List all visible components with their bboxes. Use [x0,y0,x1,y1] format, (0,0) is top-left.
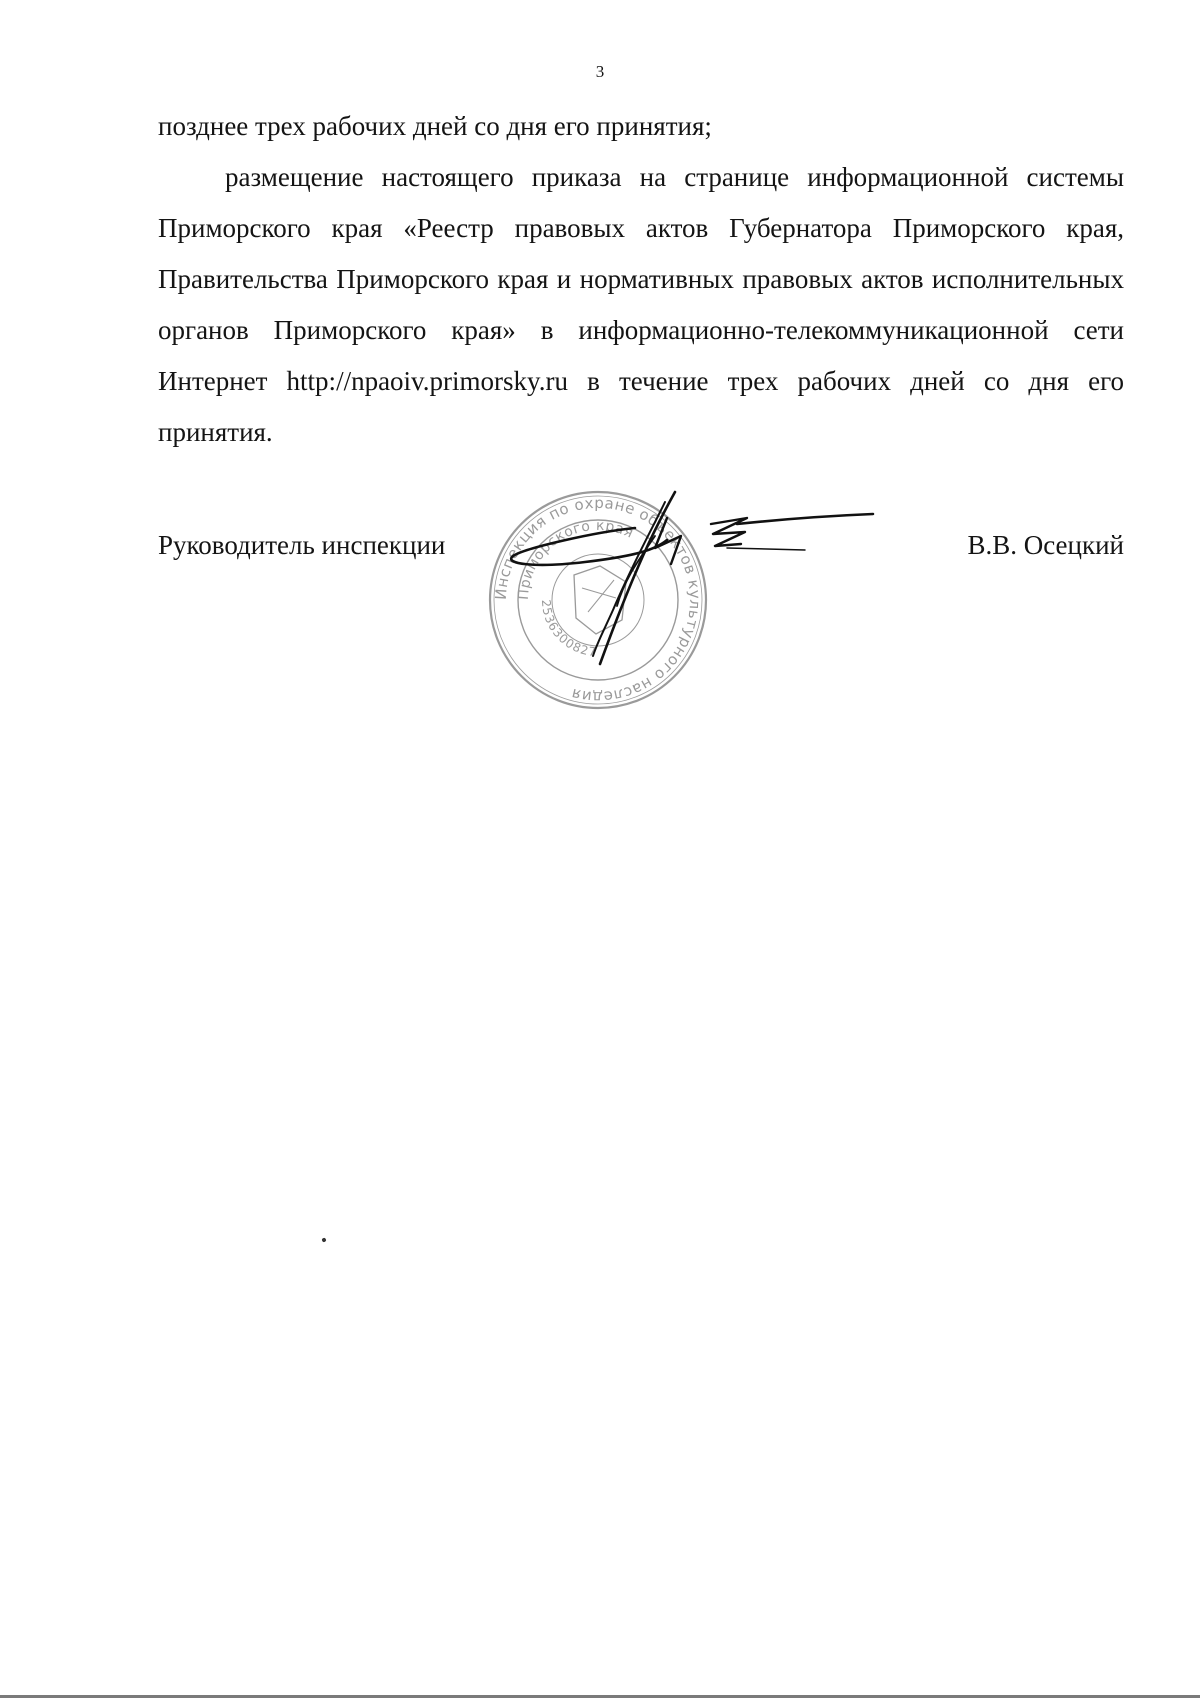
signatory-name: В.В. Осецкий [967,530,1124,560]
seal-outer-text: Инспекция по охране объектов культурного наследия [491,493,705,707]
body-paragraph: размещение настоящего приказа на странице информационной системы Приморского края «Реестр правовых актов Губернатора Приморского края, Правительства Приморского края и нормативных правовых актов исполнительных органов Приморского края» в информационно-телекоммуникационной сети Интернет http://npaoiv.primorsky.ru в течение трех рабочих дней со дня его принятия. [158,162,1124,447]
page-number: 3 [595,62,605,81]
scan-speck [321,1237,326,1242]
signatory-position: Руководитель инспекции [158,530,446,560]
seal-number-text: 2536300827 [538,599,598,660]
seal-inner-text: Приморского края [515,517,636,601]
body-text-line: позднее трех рабочих дней со дня его принятия; [158,111,712,141]
handwritten-signature [505,488,880,668]
